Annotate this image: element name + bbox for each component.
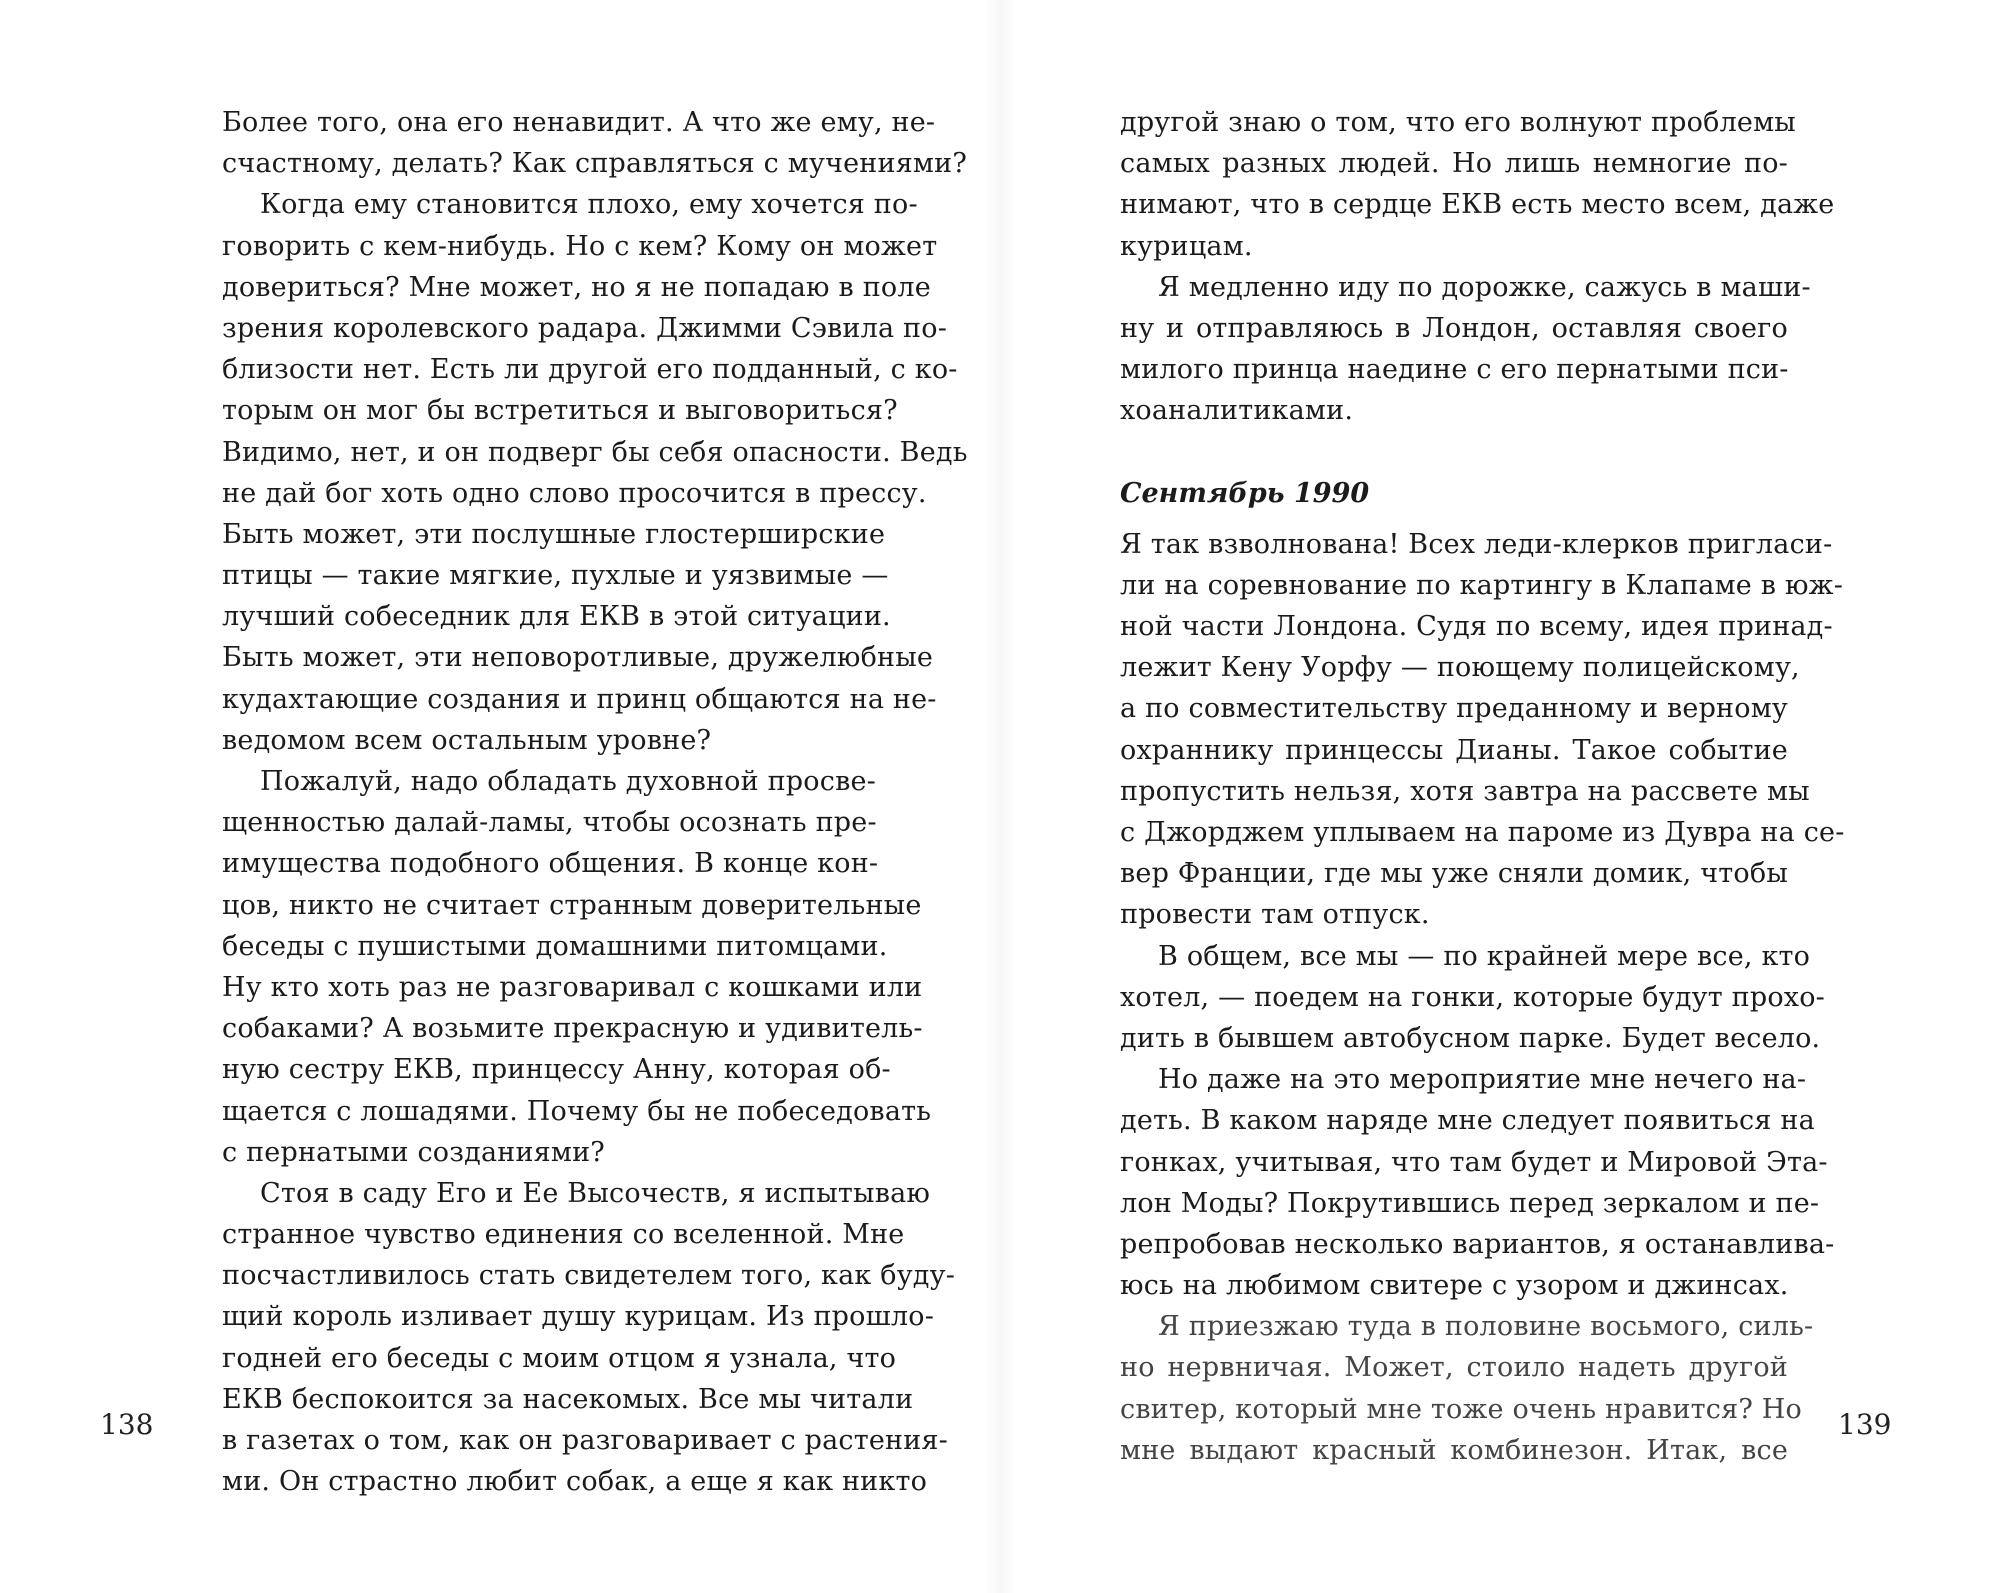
text-line: лежит Кену Уорфу — поющему полицейскому, — [1120, 652, 1800, 684]
text-line: щий король изливает душу курицам. Из прошло- — [222, 1301, 935, 1333]
text-line: Стоя в саду Его и Ее Высочеств, я испытываю — [260, 1177, 931, 1209]
text-line: торым он мог бы встретиться и выговориться? — [222, 395, 898, 427]
text-line: в газетах о том, как он разговаривает с растения- — [222, 1425, 948, 1456]
text-line: Пожалуй, надо обладать духовной просве- — [260, 766, 876, 797]
page-number-right: 139 — [1838, 1408, 1892, 1441]
text-line: Более того, она его ненавидит. А что же ему, не- — [222, 107, 936, 138]
text-line: цов, никто не считает странным доверительные — [222, 889, 922, 921]
text-line: вер Франции, где мы уже сняли домик, чтобы — [1120, 858, 1789, 890]
text-line: имущества подобного общения. В конце кон- — [222, 848, 879, 880]
text-line: ведомом всем остальным уровне? — [222, 724, 712, 756]
text-line: щенностью далай-ламы, чтобы осознать пре- — [222, 807, 877, 839]
text-line: дить в бывшем автобусном парке. Будет весело. — [1120, 1022, 1821, 1054]
text-line: зрения королевского радара. Джимми Сэвила по- — [222, 312, 948, 344]
text-line: свитер, который мне тоже очень нравится? Но — [1120, 1393, 1802, 1425]
text-line: не дай бог хоть одно слово просочится в прессу. — [222, 477, 927, 509]
text-line: Я так взволнована! Всех леди-клерков пригласи- — [1120, 528, 1833, 560]
right-page-text — [1120, 102, 1845, 1471]
text-line: провести там отпуск. — [1120, 899, 1430, 931]
text-line: а по совместительству преданному и верному — [1120, 693, 1788, 725]
text-line: ну и отправляюсь в Лондон, оставляя своего — [1120, 312, 1788, 344]
text-line: курицам. — [1120, 230, 1253, 262]
text-line: охраннику принцессы Дианы. Такое событие — [1120, 734, 1788, 766]
text-line: Когда ему становится плохо, ему хочется по- — [260, 189, 918, 221]
text-line: с Джорджем уплываем на пароме из Дувра на се- — [1120, 817, 1845, 848]
text-line: Но даже на это мероприятие мне нечего на- — [1158, 1064, 1807, 1096]
text-line: самых разных людей. Но лишь немногие по- — [1120, 148, 1788, 180]
text-line: Видимо, нет, и он подверг бы себя опасности. Ведь — [222, 436, 968, 468]
text-line: с пернатыми созданиями? — [222, 1136, 605, 1168]
text-line: репробовав несколько вариантов, я останавлива- — [1120, 1228, 1835, 1260]
text-line: гонках, учитывая, что там будет и Мировой Эта- — [1120, 1146, 1828, 1178]
section-heading: Сентябрь 1990 — [1120, 477, 1370, 509]
text-line: птицы — такие мягкие, пухлые и уязвимые — — [222, 560, 889, 592]
text-line: Быть может, эти неповоротливые, дружелюбные — [222, 642, 934, 674]
text-line: ной части Лондона. Судя по всему, идея принад- — [1120, 611, 1833, 643]
text-line: мне выдают красный комбинезон. Итак, все — [1120, 1434, 1788, 1466]
text-line: Я медленно иду по дорожке, сажусь в маши- — [1158, 271, 1811, 303]
text-line: хотел, — поедем на гонки, которые будут прохо- — [1120, 981, 1825, 1013]
text-line: собаками? А возьмите прекрасную и удивитель- — [222, 1013, 923, 1045]
text-line: деть. В каком наряде мне следует появиться на — [1120, 1105, 1815, 1137]
text-line: ЕКВ беспокоится за насекомых. Все мы читали — [222, 1383, 914, 1415]
text-line: Ну кто хоть раз не разговаривал с кошками или — [222, 971, 923, 1003]
text-line: другой знаю о том, что его волнуют проблемы — [1120, 107, 1796, 138]
text-line: Быть может, эти послушные глостерширские — [222, 518, 886, 550]
text-line: ную сестру ЕКВ, принцессу Анну, которая об- — [222, 1054, 891, 1086]
text-line: беседы с пушистыми домашними питомцами. — [222, 930, 888, 962]
left-page-text — [222, 102, 968, 1502]
text-line: пропустить нельзя, хотя завтра на рассвете мы — [1120, 775, 1810, 807]
text-line: ми. Он страстно любит собак, а еще я как никто — [222, 1466, 928, 1498]
text-line: милого принца наедине с его пернатыми пси- — [1120, 354, 1789, 386]
text-line: нимают, что в сердце ЕКВ есть место всем, даже — [1120, 189, 1835, 221]
text-line: Я приезжаю туда в половине восьмого, силь- — [1158, 1311, 1814, 1343]
text-line: говорить с кем-нибудь. Но с кем? Кому он может — [222, 230, 938, 262]
text-line: хоаналитиками. — [1120, 395, 1354, 427]
text-line: довериться? Мне может, но я не попадаю в поле — [222, 271, 931, 303]
text-line: В общем, все мы — по крайней мере все, кто — [1158, 940, 1811, 972]
text-line: кудахтающие создания и принц общаются на не- — [222, 683, 937, 715]
text-line: посчастливилось стать свидетелем того, как буду- — [222, 1260, 956, 1292]
text-line: близости нет. Есть ли другой его подданный, с ко- — [222, 354, 958, 386]
text-line: ли на соревнование по картингу в Клапаме в юж- — [1120, 569, 1844, 601]
text-line: счастному, делать? Как справляться с мучениями? — [222, 148, 968, 180]
text-line: юсь на любимом свитере с узором и джинсах. — [1120, 1270, 1789, 1302]
text-line: годней его беседы с моим отцом я узнала, что — [222, 1342, 897, 1374]
book-gutter — [985, 0, 1015, 1593]
text-line: лучший собеседник для ЕКВ в этой ситуации. — [222, 601, 891, 633]
text-line: лон Моды? Покрутившись перед зеркалом и пе- — [1120, 1187, 1820, 1219]
text-line: щается с лошадями. Почему бы не побеседовать — [222, 1095, 932, 1127]
page-number-left: 138 — [100, 1408, 154, 1441]
text-line: странное чувство единения со вселенной. Мне — [222, 1219, 905, 1251]
text-line: но нервничая. Может, стоило надеть другой — [1120, 1352, 1788, 1384]
